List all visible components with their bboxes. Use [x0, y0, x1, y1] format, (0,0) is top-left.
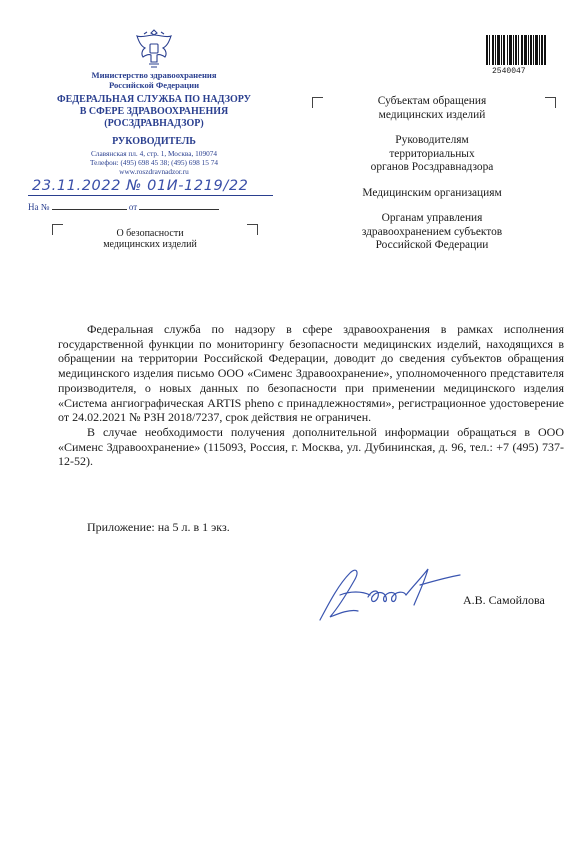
addressee-line: органов Росздравнадзора — [370, 161, 494, 173]
registration-underline — [28, 195, 273, 196]
address-line: Славянская пл. 4, стр. 1, Москва, 109074 — [90, 149, 218, 158]
addressee-block — [330, 95, 534, 265]
addressee-bracket-left — [312, 97, 323, 108]
subject-bracket-right — [247, 224, 258, 235]
body-paragraph: Федеральная служба по надзору в сфере здравоохранения в рамках исполнения государственной функции по мониторингу безопасности медицинских изделий, находящихся в обращении на территории Российской Федерации, доводит до сведения субъектов обращения медицинского изделия письмо ООО «Сименс Здравоохранение», уполномоченного представителя производителя, о новых данных по безопасности при применении медицинского изделия «Система ангиографическая ARTIS pheno с принадлежностями», регистрационное удостоверение от 24.02.2021 № РЗН 2018/7237, срок действия не ограничен. — [58, 322, 564, 425]
subject-text: О безопасности — [116, 228, 184, 239]
letter-body — [58, 322, 564, 469]
address-block — [50, 150, 258, 176]
body-paragraph: В случае необходимости получения дополнительной информации обращаться в ООО «Сименс Здравоохранение» (115093, Россия, г. Москва, ул. Дубининская, д. 96, тел.: +7 (495) 737-12-52). — [58, 424, 564, 469]
service-line: (РОСЗДРАВНАДЗОР) — [104, 118, 204, 129]
addressee-line: здравоохранением субъектов — [361, 225, 503, 238]
subject-bracket-left — [52, 224, 63, 235]
head-title: РУКОВОДИТЕЛЬ — [112, 136, 196, 147]
reference-row — [28, 201, 219, 212]
addressee-item — [330, 134, 534, 175]
addressee-item — [330, 187, 534, 201]
reference-number-blank — [52, 201, 127, 210]
reference-date-blank — [139, 201, 219, 210]
signer-name: А.В. Самойлова — [463, 593, 545, 607]
addressee-line: медицинских изделий — [378, 108, 486, 121]
reference-number-label: На № — [28, 202, 50, 212]
ministry-name — [60, 70, 248, 90]
addressee-line: Руководителям — [395, 134, 469, 146]
attachment-note: Приложение: на 5 л. в 1 экз. — [87, 520, 230, 534]
subject-line — [70, 228, 230, 250]
addressee-item — [330, 212, 534, 253]
service-name — [30, 94, 278, 130]
barcode-number: 2540047 — [492, 67, 526, 76]
phone-line: Телефон: (495) 698 45 38; (495) 698 15 74 — [89, 157, 218, 167]
signature-icon — [310, 555, 470, 630]
coat-of-arms-icon — [131, 24, 177, 70]
service-line: В СФЕРЕ ЗДРАВООХРАНЕНИЯ — [79, 106, 229, 117]
barcode-icon — [486, 35, 546, 65]
addressee-item — [330, 95, 534, 122]
subject-text: медицинских изделий — [103, 239, 197, 250]
service-line: ФЕДЕРАЛЬНАЯ СЛУЖБА ПО НАДЗОРУ — [57, 94, 251, 105]
registration-date-number: 23.11.2022 № 01И-1219/22 — [32, 178, 249, 194]
addressee-line: Субъектам обращения — [377, 95, 487, 107]
addressee-line: Медицинским организациям — [362, 186, 502, 199]
website-line: www.roszdravnadzor.ru — [119, 166, 189, 176]
addressee-bracket-right — [545, 97, 556, 108]
reference-date-label: от — [128, 202, 138, 212]
addressee-line: Российской Федерации — [375, 239, 489, 251]
ministry-line: Российской Федерации — [108, 80, 200, 90]
ministry-line: Министерство здравоохранения — [91, 70, 217, 80]
addressee-line: Органам управления — [381, 212, 483, 224]
addressee-line: территориальных — [389, 147, 475, 160]
